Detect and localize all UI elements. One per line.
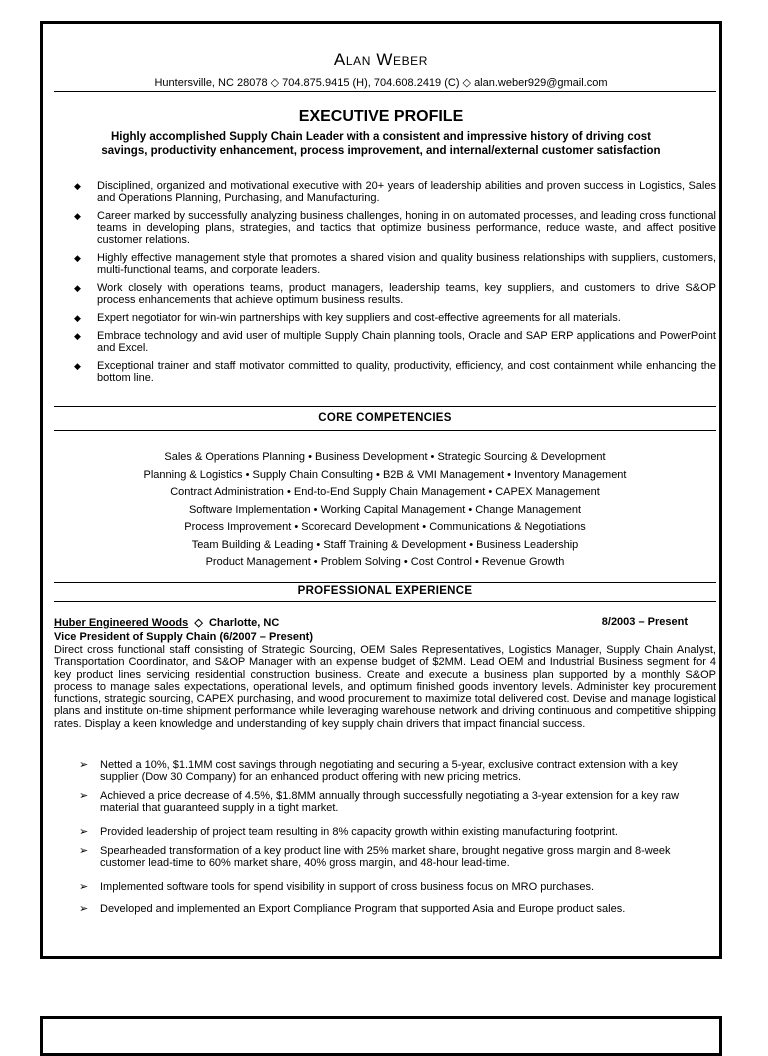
executive-profile-heading: EXECUTIVE PROFILE [298, 108, 464, 125]
summary-line: Highly accomplished Supply Chain Leader with a consistent and impressive history of driving cost [111, 131, 651, 143]
experience-top-divider [54, 582, 716, 583]
arrow-bullet-icon: ➢ [79, 826, 89, 838]
candidate-name: Alan Weber [333, 50, 429, 69]
arrow-bullet-icon: ➢ [79, 790, 89, 802]
competencies-list [54, 449, 716, 572]
profile-bullet: ◆ Exceptional trainer and staff motivator committed to quality, productivity, efficiency, and cost containment while enhancing the bottom line. [74, 360, 716, 384]
separator-diamond-icon: ◇ [194, 617, 203, 629]
achievement-item: ➢ Achieved a price decrease of 4.5%, $1.8MM annually through successfully negotiating a 3-year extension for a key raw material that guaranteed supply in a tight market. [79, 790, 680, 814]
arrow-bullet-icon: ➢ [79, 845, 89, 857]
company-location: Charlotte, NC [208, 617, 280, 629]
resume-page [40, 21, 722, 959]
achievement-item: ➢ Developed and implemented an Export Compliance Program that supported Asia and Europe product sales. [79, 903, 626, 915]
diamond-bullet-icon: ◆ [74, 313, 81, 323]
job-title: Vice President of Supply Chain (6/2007 – Present) [54, 631, 313, 643]
employment-dates: 8/2003 – Present [601, 616, 688, 628]
arrow-bullet-icon: ➢ [79, 881, 89, 893]
arrow-bullet-icon: ➢ [79, 759, 89, 771]
job-description: Direct cross functional staff consisting of Strategic Sourcing, OEM Sales Representatives, Logistics Manager, Supply Chain Analyst, Transportation Coordinator, and S&OP Manager with an expense budget of $2MM. Lead OEM and Industrial Business segment for 4 key product lines servicing residential construction business. Create and execute a business plan supported by a monthly S&OP process to manage sales expectations, operational levels, and optimum finished goods inventory levels. Administer key procurement functions, strategic sourcing, CAPEX purchasing, and wood procurement to maximize total delivered cost. Devise and manage logistical plans and institute on-time shipment performance while leveraging warehouse network and driving continuous and competitive shipping rates. Display a keen knowledge and understanding of key supply chain drivers that impact financial success. [54, 644, 716, 730]
competency-line: Product Management • Problem Solving • Cost Control • Revenue Growth [205, 556, 565, 568]
achievement-item: ➢ Implemented software tools for spend visibility in support of cross business focus on MRO purchases. [79, 881, 595, 893]
employer-line [54, 616, 716, 629]
competencies-bottom-divider [54, 430, 716, 431]
profile-bullet: ◆ Highly effective management style that promotes a shared vision and quality business relationships with suppliers, customers, multi-functional teams, and corporate leaders. [74, 252, 716, 276]
competency-line: Contract Administration • End-to-End Supply Chain Management • CAPEX Management [170, 486, 600, 498]
achievement-list [54, 759, 716, 922]
diamond-bullet-icon: ◆ [74, 181, 81, 191]
profile-bullet: ◆ Expert negotiator for win-win partnerships with key suppliers and cost-effective agreements for all materials. [74, 312, 621, 324]
achievement-item: ➢ Spearheaded transformation of a key product line with 25% market share, brought negative gross margin and 8-week customer lead-time to 60% market share, 40% gross margin, and 48-hour lead-time. [79, 845, 671, 869]
competency-line: Software Implementation • Working Capital Management • Change Management [188, 503, 582, 516]
achievement-item: ➢ Provided leadership of project team resulting in 8% capacity growth within existing manufacturing footprint. [79, 826, 618, 838]
resume-page-2 [40, 1016, 722, 1056]
profile-bullet: ◆ Embrace technology and avid user of multiple Supply Chain planning tools, Oracle and SAP ERP applications and PowerPoint and Excel. [74, 330, 716, 354]
arrow-bullet-icon: ➢ [79, 903, 89, 915]
core-competencies-heading: CORE COMPETENCIES [318, 412, 452, 424]
profile-bullet: ◆ Work closely with operations teams, product managers, leadership teams, key suppliers, and customers to drive S&OP process enhancements that achieve optimum business results. [74, 282, 716, 306]
diamond-bullet-icon: ◆ [74, 253, 81, 263]
profile-bullet: ◆ Disciplined, organized and motivational executive with 20+ years of leadership abilities and proven success in Logistics, Sales and Operations Planning, Purchasing, and Manufacturing. [74, 180, 716, 204]
competency-line: Sales & Operations Planning • Business Development • Strategic Sourcing & Development [164, 451, 606, 463]
contact-info: Huntersville, NC 28078 ◇ 704.875.9415 (H), 704.608.2419 (C) ◇ alan.weber929@gmail.com [154, 77, 608, 89]
diamond-bullet-icon: ◆ [74, 211, 81, 221]
diamond-bullet-icon: ◆ [74, 283, 81, 293]
achievement-item: ➢ Netted a 10%, $1.1MM cost savings through negotiating and securing a 5-year, exclusive contract extension with a key supplier (Dow 30 Company) for an enhanced product offering with new pricing metrics. [79, 759, 678, 783]
professional-experience-heading: PROFESSIONAL EXPERIENCE [297, 585, 473, 597]
experience-bottom-divider [54, 601, 716, 602]
header-divider [54, 91, 716, 92]
summary-line: savings, productivity enhancement, process improvement, and internal/external customer satisfaction [101, 145, 661, 157]
competencies-top-divider [54, 406, 716, 407]
profile-bullet: ◆ Career marked by successfully analyzing business challenges, honing in on automated processes, and leading cross functional teams in developing plans, strategies, and tactics that optimize business performance, reduce waste, and affect positive customer relations. [74, 210, 716, 246]
diamond-bullet-icon: ◆ [74, 331, 81, 341]
competency-line: Team Building & Leading • Staff Training & Development • Business Leadership [191, 538, 579, 551]
competency-line: Planning & Logistics • Supply Chain Consulting • B2B & VMI Management • Inventory Management [143, 468, 627, 481]
diamond-bullet-icon: ◆ [74, 361, 81, 371]
competency-line: Process Improvement • Scorecard Development • Communications & Negotiations [184, 521, 586, 533]
company-name: Huber Engineered Woods [54, 617, 189, 629]
profile-bullet-list [54, 180, 716, 390]
profile-summary [54, 130, 708, 158]
